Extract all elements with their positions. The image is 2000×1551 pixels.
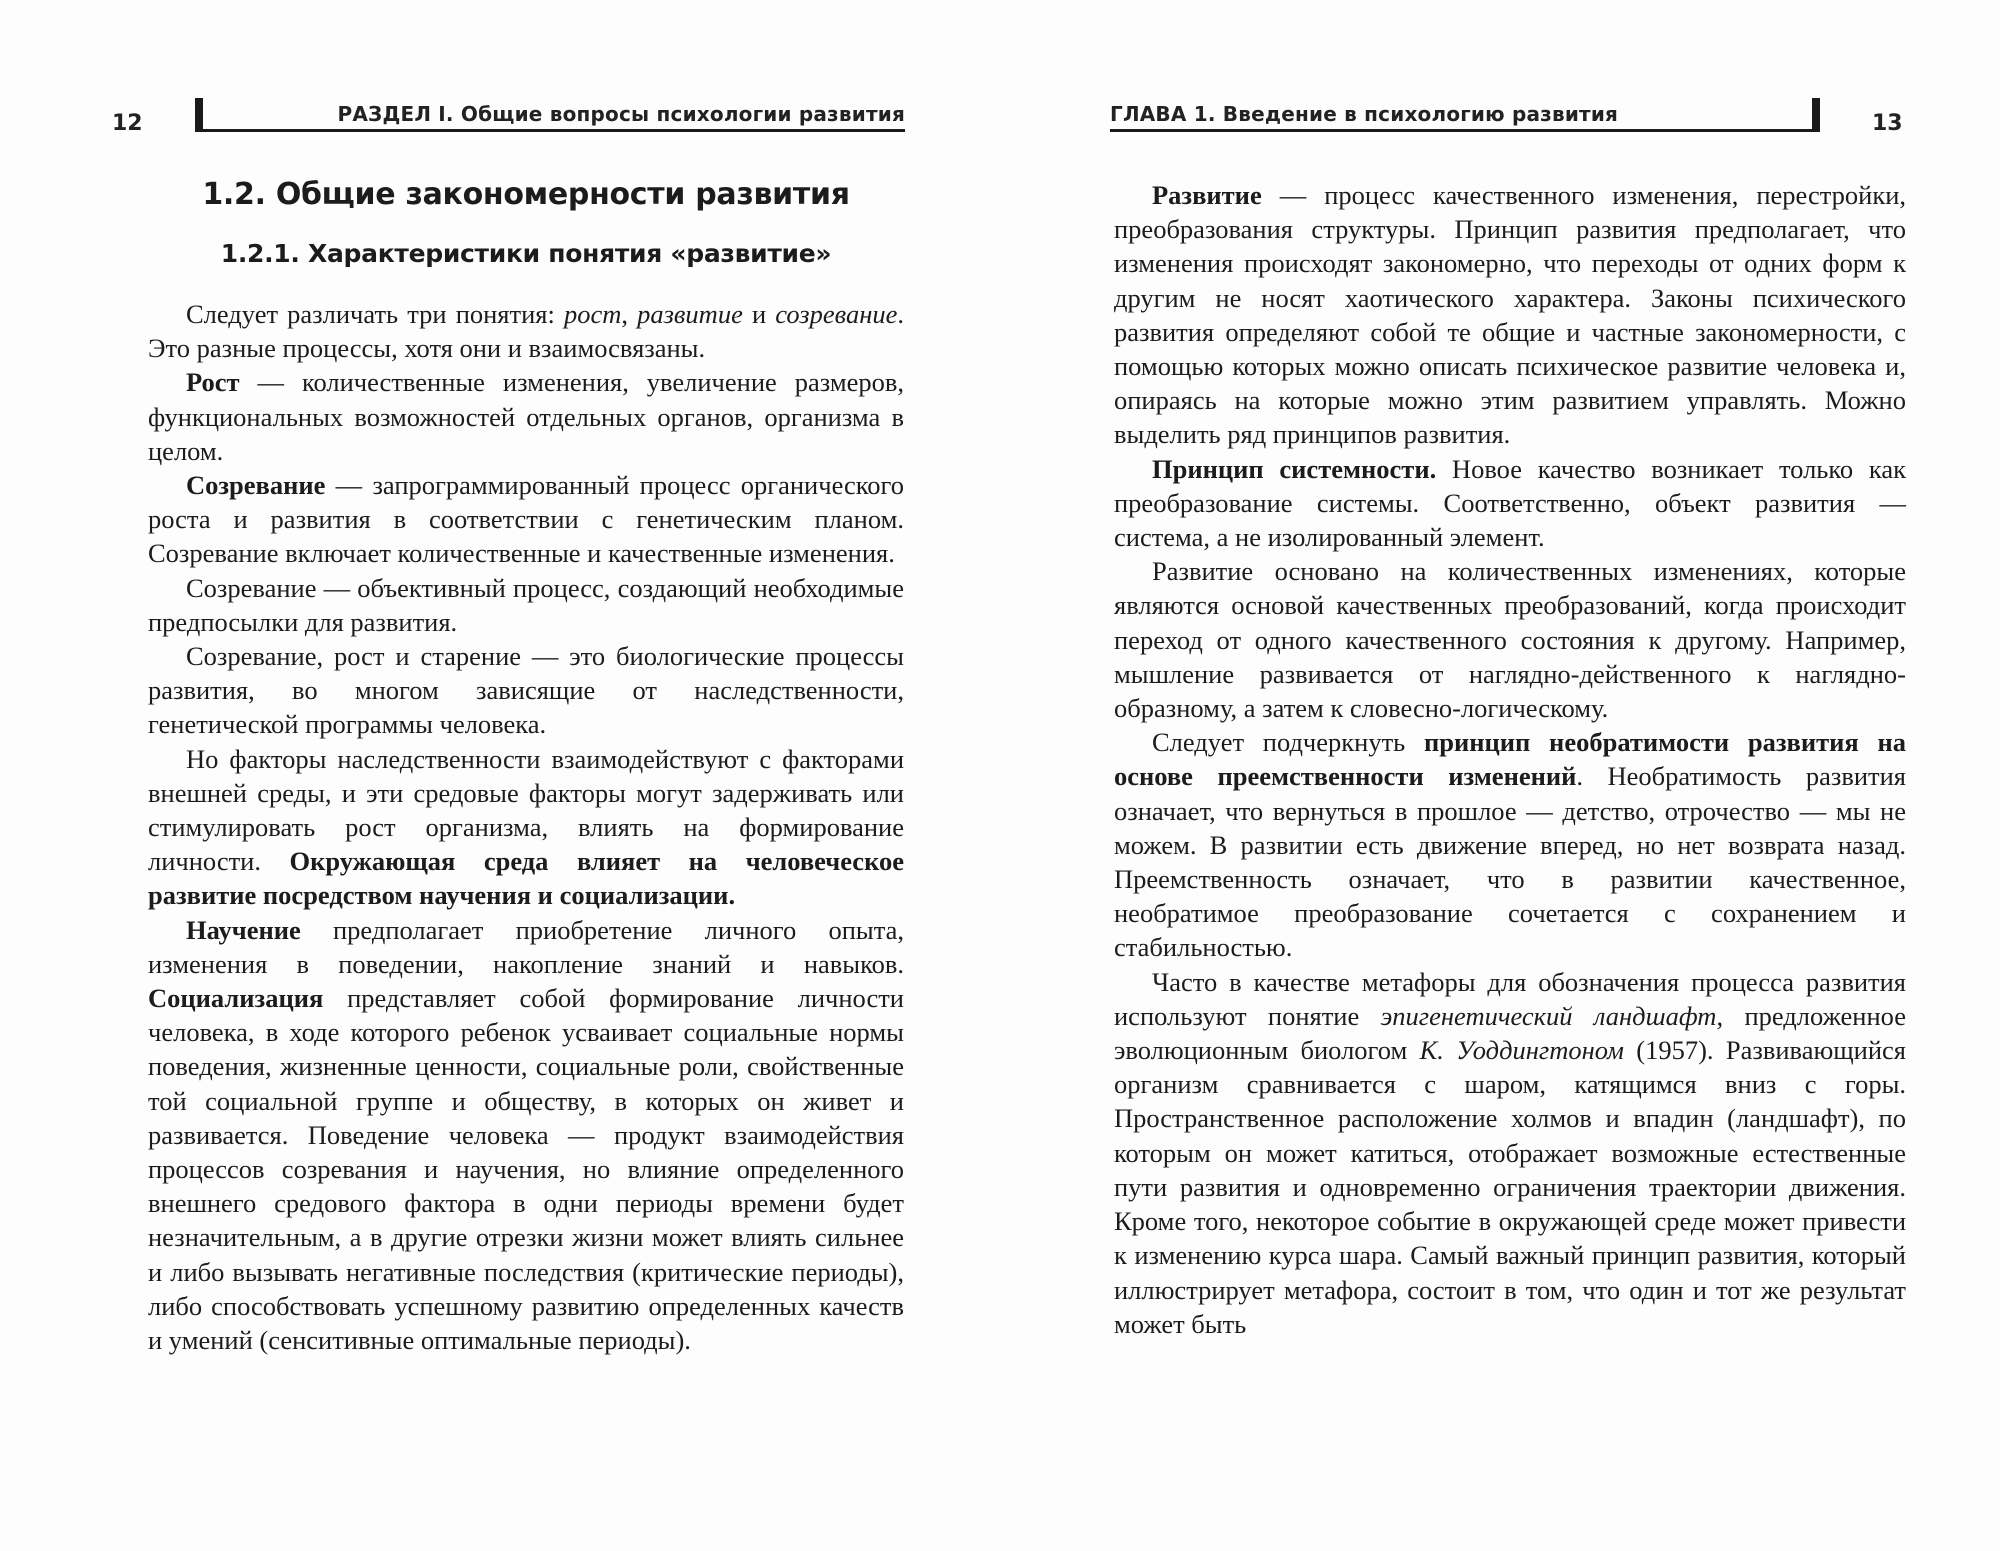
header-rule bbox=[1110, 129, 1820, 132]
paragraph: Часто в качестве метафоры для обозначения процесса развития используют понятие эпигенетический ландшафт, предложенное эволюционным биологом К. Уоддингтоном (1957). Развивающийся организм сравнивается с шаром, катящимся вниз с горы. Пространственное расположение холмов и впадин (ландшафт), по которым он может катиться, отображает возможные естественные пути развития и одновременно ограничения траектории движения. Кроме того, некоторое событие в окружающей среде может привести к изменению курса шара. Самый важный принцип развития, который иллюстрирует метафора, состоит в том, что один и тот же результат может быть bbox=[1114, 966, 1907, 1339]
paragraph: Принцип системности. Новое качество возникает только как преобразование системы. Соответственно, объект развития — система, а не изолированный элемент. bbox=[1114, 453, 1906, 553]
paragraph: Но факторы наследственности взаимодействуют с факторами внешней среды, и эти средовые факторы могут задерживать или стимулировать рост организма, влиять на формирование личности. Окружающая среда влияет на человеческое развитие посредством научения и социализации. bbox=[148, 743, 904, 911]
paragraph: Развитие — процесс качественного изменения, перестройки, преобразования структуры. Принцип развития предполагает, что изменения происходят закономерно, что переходы от одних форм к другим не носят хаотического характера. Законы психического развития определяют собой те общие и частные закономерности, с помощью которых можно описать психическое развитие человека и, опираясь на которые можно этим развитием управлять. Можно выделить ряд принципов развития. bbox=[1114, 180, 1906, 450]
paragraph: Созревание — объективный процесс, создающий необходимые предпосылки для развития. bbox=[148, 572, 904, 637]
left-page-body bbox=[148, 175, 904, 1357]
right-page-body bbox=[1114, 178, 1906, 1341]
subsection-title: 1.2.1. Характеристики понятия «развитие» bbox=[220, 239, 832, 268]
paragraph: Следует подчеркнуть принцип необратимости развития на основе преемственности изменений. Необратимость развития означает, что вернуться в прошлое — детство, отрочество — мы не можем. В развитии есть движение вперед, но нет возврата назад. Преемственность означает, что в развитии качественное, необратимое преобразование сочетается с сохранением и стабильностью. bbox=[1114, 727, 1906, 963]
running-head-title: РАЗДЕЛ I. Общие вопросы психологии развития bbox=[337, 102, 905, 126]
paragraph: Созревание, рост и старение — это биологические процессы развития, во многом зависящие от наследственности, генетической программы человека. bbox=[148, 641, 904, 740]
running-head bbox=[1110, 96, 1820, 136]
header-bar bbox=[195, 98, 203, 132]
header-rule bbox=[195, 129, 905, 132]
paragraph: Научение предполагает приобретение личного опыта, изменения в поведении, накопление знаний и навыков. Социализация представляет собой формирование личности человека, в ходе которого ребенок усваивает социальные нормы поведения, жизненные ценности, социальные роли, свойственные той социальной группе и обществу, в которых он живет и развивается. Поведение человека — продукт взаимодействия процессов созревания и научения, но влияние определенного внешнего средового фактора в одни периоды времени будет незначительным, а в другие отрезки жизни может влиять сильнее и либо вызывать негативные последствия (критические периоды), либо способствовать успешному развитию определенных качеств и умений (сенситивные оптимальные периоды). bbox=[148, 914, 904, 1356]
running-head-title: ГЛАВА 1. Введение в психологию развития bbox=[1110, 102, 1619, 126]
paragraph: Следует различать три понятия: рост, развитие и созревание. Это разные процессы, хотя они и взаимосвязаны. bbox=[148, 299, 904, 364]
paragraph: Созревание — запрограммированный процесс органического роста и развития в соответствии с генетическим планом. Созревание включает количественные и качественные изменения. bbox=[148, 470, 904, 569]
paragraph: Рост — количественные изменения, увеличение размеров, функциональных возможностей отдельных органов, организма в целом. bbox=[148, 367, 904, 466]
header-bar bbox=[1812, 98, 1820, 132]
section-title: 1.2. Общие закономерности развития bbox=[202, 177, 850, 212]
page-number: 12 bbox=[112, 111, 143, 136]
running-head bbox=[195, 96, 905, 136]
paragraph: Развитие основано на количественных изменениях, которые являются основой качественных преобразований, когда происходит переход от одного качественного состояния к другому. Например, мышление развивается от наглядно-действенного к наглядно-образному, а затем к словесно-логическому. bbox=[1114, 556, 1906, 724]
page-number: 13 bbox=[1872, 111, 1903, 136]
right-page bbox=[1000, 0, 2000, 1551]
